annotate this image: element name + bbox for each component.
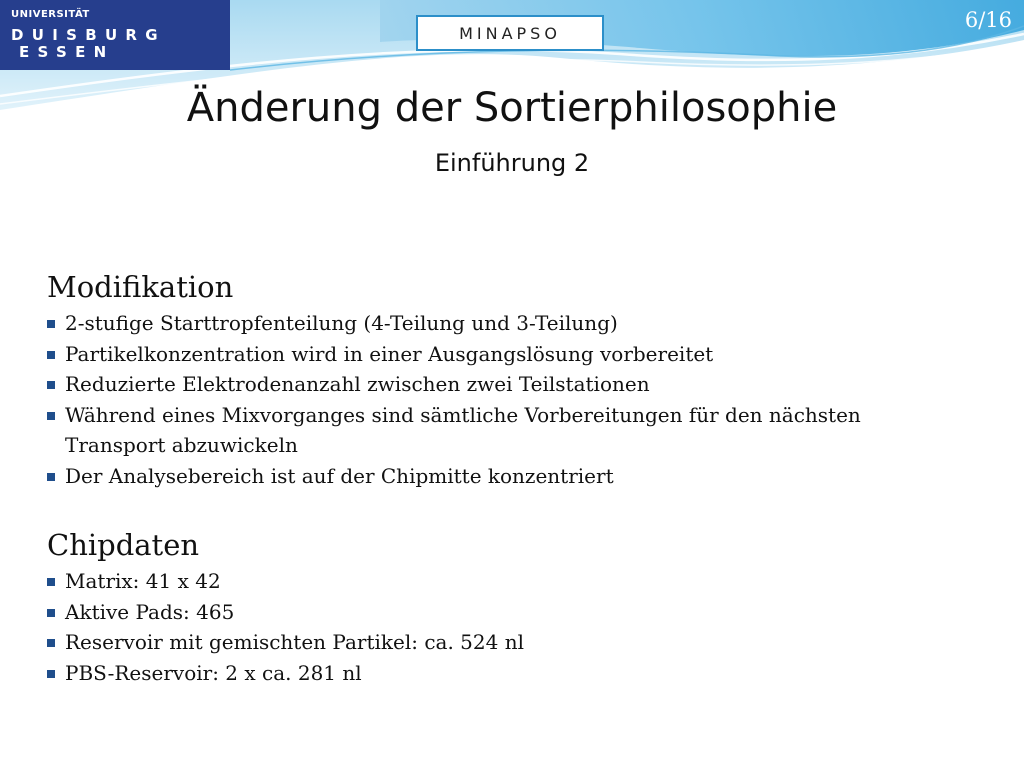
square-bullet-icon [47, 609, 55, 617]
list-item-text: 2-stufige Starttropfenteilung (4-Teilung und 3-Teilung) [65, 311, 618, 335]
square-bullet-icon [47, 473, 55, 481]
bullet-list [47, 308, 955, 491]
square-bullet-icon [47, 670, 55, 678]
square-bullet-icon [47, 578, 55, 586]
slide-subtitle: Einführung 2 [434, 149, 590, 177]
logo-line-essen: ESSEN [19, 43, 115, 61]
list-item [47, 339, 955, 370]
square-bullet-icon [47, 412, 55, 420]
section-heading: Chipdaten [47, 528, 200, 562]
square-bullet-icon [47, 639, 55, 647]
list-item-text: Partikelkonzentration wird in einer Ausgangslösung vorbereitet [65, 341, 714, 366]
list-item [47, 461, 955, 492]
project-tag: MINAPSO [416, 15, 604, 51]
list-item [47, 308, 955, 339]
section-chipdaten [47, 528, 524, 688]
square-bullet-icon [47, 320, 55, 328]
list-item [47, 627, 524, 658]
list-item [47, 369, 955, 400]
list-item-text: Der Analysebereich ist auf der Chipmitte konzentriert [65, 463, 614, 488]
list-item-text: PBS-Reservoir: 2 x ca. 281 nl [65, 660, 362, 685]
page-number: 6/16 [964, 8, 1012, 32]
list-item-text: Reservoir mit gemischten Partikel: ca. 524 nl [65, 630, 524, 654]
square-bullet-icon [47, 351, 55, 359]
list-item [47, 566, 524, 597]
list-item [47, 658, 524, 689]
section-heading: Modifikation [47, 270, 234, 304]
university-logo [0, 0, 230, 70]
section-modifikation [47, 270, 955, 491]
square-bullet-icon [47, 381, 55, 389]
bullet-list [47, 566, 524, 688]
list-item-text: Während eines Mixvorganges sind sämtliche Vorbereitungen für den nächsten Transport abzuwickeln [65, 402, 861, 457]
list-item [47, 597, 524, 628]
slide-title: Änderung der Sortierphilosophie [186, 85, 838, 131]
list-item-text: Matrix: 41 x 42 [65, 569, 221, 593]
list-item-text: Reduzierte Elektrodenanzahl zwischen zwei Teilstationen [65, 372, 650, 396]
logo-line-duisburg: DUISBURG [11, 26, 166, 44]
logo-line-universitaet: UNIVERSITÄT [11, 9, 90, 20]
list-item [47, 400, 955, 461]
list-item-text: Aktive Pads: 465 [65, 599, 235, 624]
